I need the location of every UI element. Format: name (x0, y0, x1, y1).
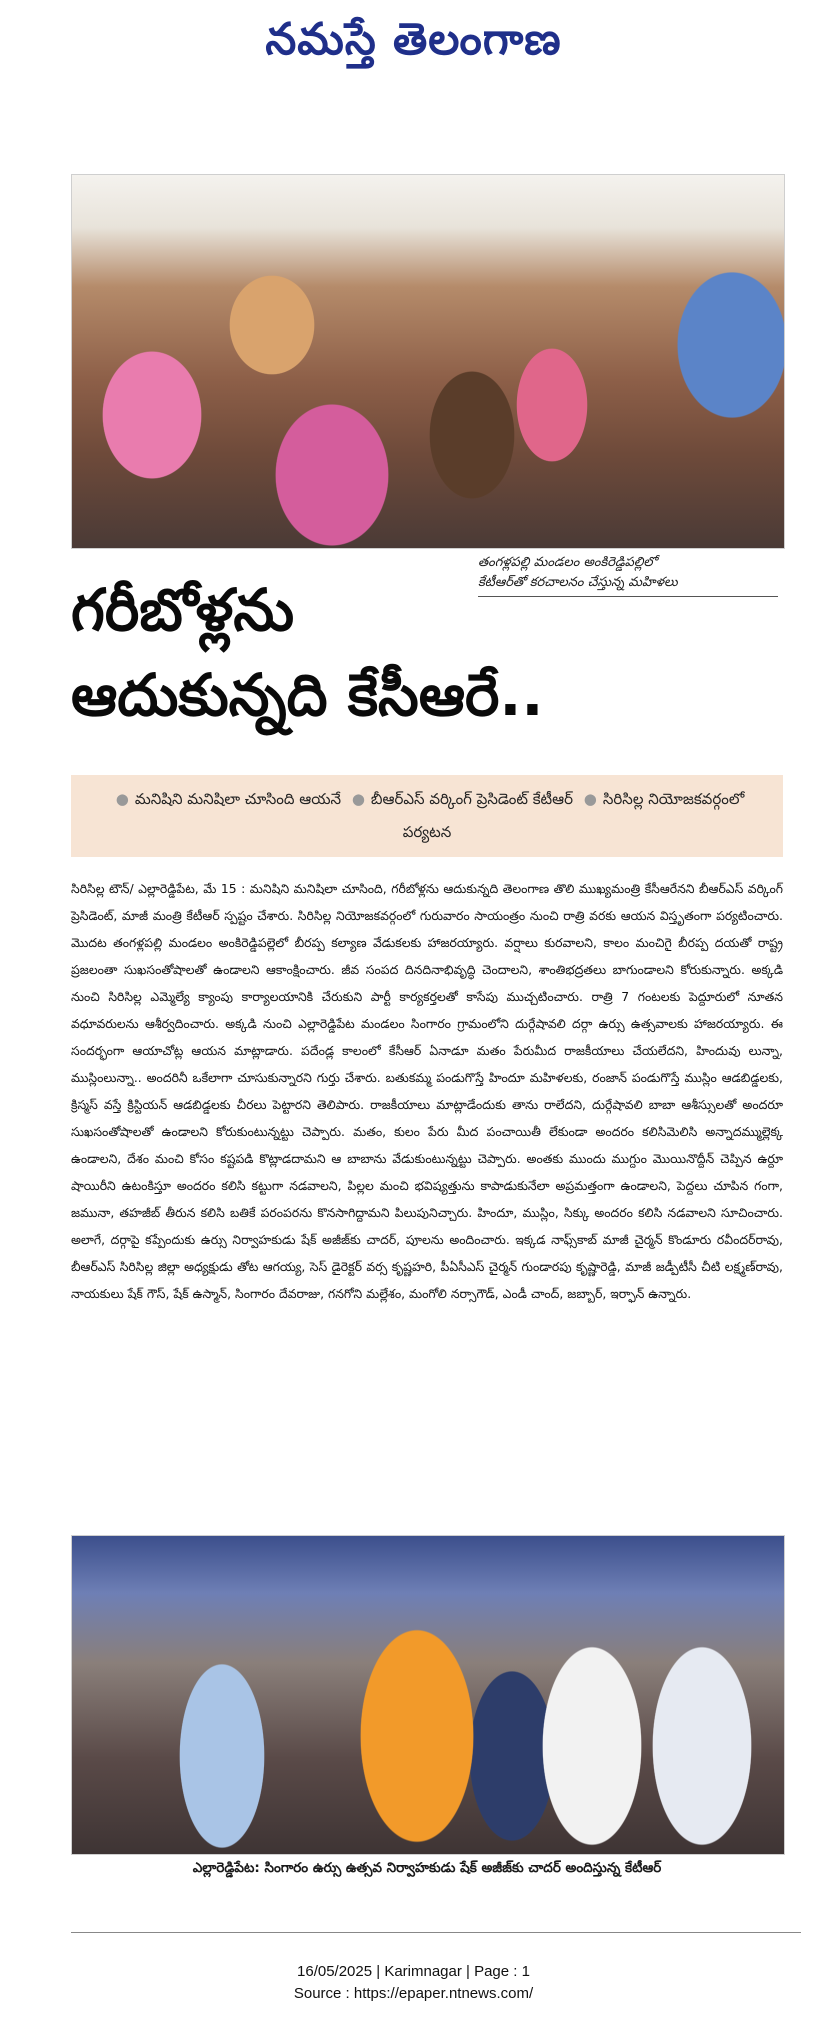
deck-point-2: బీఆర్‌ఎస్ వర్కింగ్ ప్రెసిడెంట్ కేటీఆర్ (370, 790, 573, 808)
deck-summary (71, 775, 783, 857)
deck-bullet-icon: ● (115, 790, 129, 808)
headline-line-1: గరీబోళ్లను (71, 576, 295, 644)
news-photo-chadar-presentation (71, 1535, 785, 1855)
masthead-logo: నమస్తే తెలంగాణ (265, 14, 562, 65)
footer-source-link[interactable]: Source : https://epaper.ntnews.com/ (293, 1985, 534, 2002)
headline-line-2: ఆదుకున్నది కేసీఆరే.. (71, 661, 544, 729)
article-body: సిరిసిల్ల టౌన్/ ఎల్లారెడ్డిపేట, మే 15 : మనిషిని మనిషిలా చూసింది, గరీబోళ్లను ఆదుకున్నది తెలంగాణ తొలి ముఖ్యమంత్రి కేసీఆరేనని బీఆర్‌ఎస్ వర్కింగ్ ప్రెసిడెంట్, మాజీ మంత్రి కేటీఆర్ స్పష్టం చేశారు. సిరిసిల్ల నియోజకవర్గంలో గురువారం సాయంత్రం నుంచి రాత్రి వరకు ఆయన విస్తృతంగా పర్యటించారు. మొదట తంగళ్లపల్లి మండలం అంకిరెడ్డిపల్లెలో బీరప్ప కల్యాణ వేడుకలకు హాజరయ్యారు. వర్షాలు కురవాలని, కాలం మంచిగై బీరప్ప దయతో రాష్ట్ర ప్రజలంతా సుఖసంతోషాలతో ఉండాలని ఆకాంక్షించారు. జీవ సంపద దినదినాభివృద్ధి చెందాలని, శాంతిభద్రతలు బాగుండాలని కోరుకున్నారు. అక్కడి నుంచి సిరిసిల్ల ఎమ్మెల్యే క్యాంపు కార్యాలయానికి చేరుకుని పార్టీ కార్యకర్తలతో కాసేపు ముచ్చటించారు. రాత్రి 7 గంటలకు పెద్దూరులో నూతన వధూవరులను ఆశీర్వదించారు. అక్కడి నుంచి ఎల్లారెడ్డిపేట మండలం సింగారం గ్రామంలోని దుర్గేషావలి దర్గా ఉర్సు ఉత్సవాలకు హాజరయ్యారు. ఈ సందర్భంగా ఆయాచోట్ల ఆయన మాట్లాడారు. పదేండ్ల కాలంలో కేసీఆర్ ఏనాడూ మతం పేరుమీద రాజకీయాలు చేయలేదని, హిందువు లున్నా, ముస్లింలున్నా.. అందరినీ ఒకేలాగా చూసుకున్నారని గుర్తు చేశారు. బతుకమ్మ పండుగొస్తే హిందూ మహిళలకు, రంజాన్ పండుగొస్తే ముస్లిం ఆడబిడ్డలకు, క్రిస్మస్ వస్తే క్రిస్టియన్ ఆడబిడ్డలకు చీరలు పెట్టారని తెలిపారు. రాజకీయాలు మాట్లాడేందుకు తాను రాలేదని, దుర్గేషావలి బాబా ఆశీస్సులతో అందరూ సుఖసంతోషాలతో ఉండాలని కోరుకుంటున్నట్టు చెప్పారు. మతం, కులం పేరు మీద పంచాయితీ లేకుండా అందరం కలిసిమెలిసి అన్నాదమ్ముల్లెక్క ఉండాలని, దేశం మంచి కోసం కష్టపడి కొట్లాడదామని ఆ బాబాను వేడుకుంటున్నట్టు చెప్పారు. అంతకు ముందు ముగ్దుం మొయినొద్దీన్ చెప్పిన ఉర్దూ షాయిరీని ఉటంకిస్తూ అందరం కలిసి కట్టుగా నడవాలని, పిల్లల మంచి భవిష్యత్తును కాపాడుకునేలా అప్రమత్తంగా ఉండాలని, పెద్దలు చూపిన గంగా, జమునా, తహజీబ్ తీరున కలిసి బతికే పరంపరను కొనసాగిద్దామని పిలుపునిచ్చారు. హిందూ, ముస్లిం, సిక్కు అందరం కలిసి నడవాలని సూచించారు. అలాగే, దర్గాపై కప్పేందుకు ఉర్సు నిర్వాహకుడు షేక్ అజీజ్‌కు చాదర్, పూలను అందించారు. ఇక్కడ నాఫ్స్‌కాబ్ మాజీ చైర్మన్ కొండూరు రవీందర్‌రావు, బీఆర్‌ఎస్ సిరిసిల్ల జిల్లా అధ్యక్షుడు తోట ఆగయ్య, సెస్ డైరెక్టర్ వర్స కృష్ణహరి, పీఏసీఎస్ చైర్మన్ గుండారపు కృష్ణారెడ్డి, మాజీ జడ్పీటీసీ చీటి లక్ష్మణ్‌రావు, నాయకులు షేక్ గౌస్, షేక్ ఉస్మాన్, సింగారం దేవరాజు, గనగోని మల్లేశం, మంగోలి నర్సాగౌడ్, ఎండీ చాంద్, జబ్బార్, ఇర్ఫాన్ ఉన్నారు. (71, 881, 783, 1301)
photo-caption-bottom: ఎల్లారెడ్డిపేట: సింగారం ఉర్సు ఉత్సవ నిర్వాహకుడు షేక్ అజీజ్‌కు చాదర్ అందిస్తున్న కేటీఆర్ (192, 1860, 662, 1876)
photo-caption-top-line2: కేటీఆర్‌తో కరచాలనం చేస్తున్న మహిళలు (478, 575, 678, 590)
deck-point-3: సిరిసిల్ల నియోజకవర్గంలో పర్యటన (402, 790, 745, 841)
deck-bullet-icon: ● (583, 790, 597, 808)
footer-divider (71, 1932, 801, 1933)
news-photo-ktr-greeting-women (71, 174, 785, 549)
deck-point-1: మనిషిని మనిషిలా చూసింది ఆయనే (134, 790, 342, 808)
footer-edition-info: 16/05/2025 | Karimnagar | Page : 1 (297, 1963, 530, 1980)
photo-caption-top-line1: తంగళ్లపల్లి మండలం అంకిరెడ్డిపల్లిలో (478, 555, 657, 570)
deck-bullet-icon: ● (351, 790, 365, 808)
